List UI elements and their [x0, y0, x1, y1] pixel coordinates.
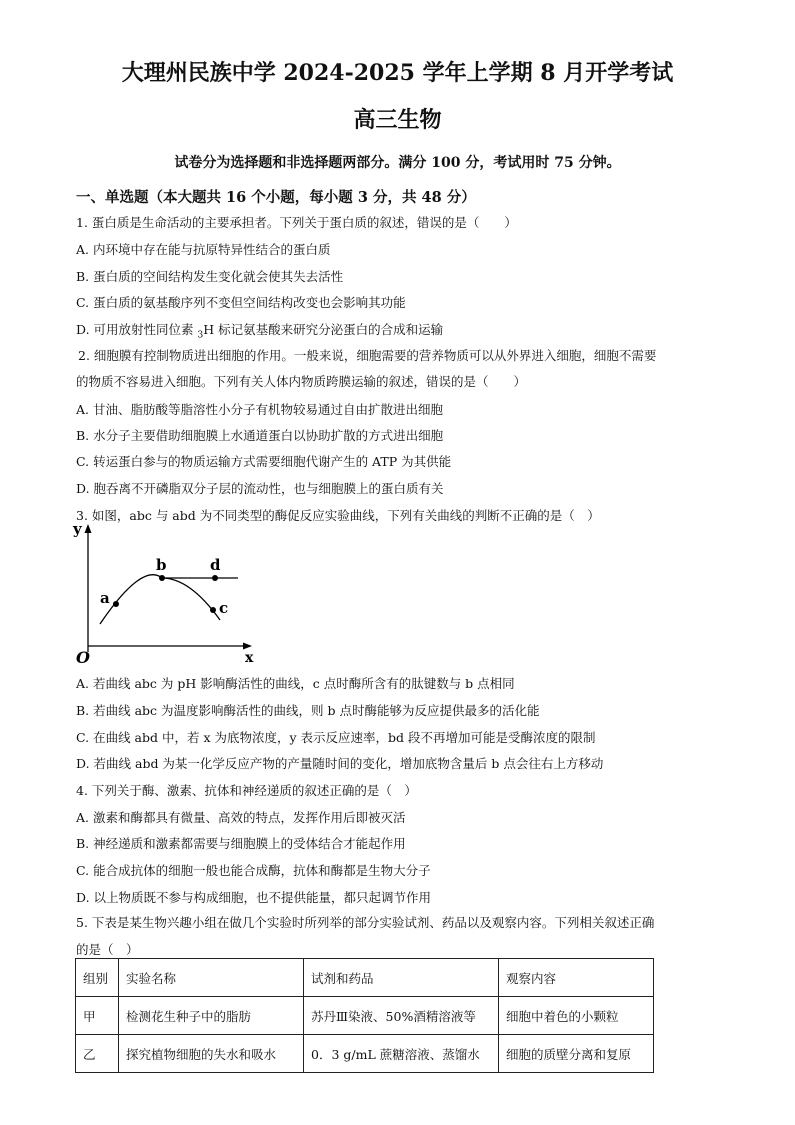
- table-cell: 0．3 g/mL 蔗糖溶液、蒸馏水: [304, 1035, 499, 1073]
- q4-stem: 4. 下列关于酶、激素、抗体和神经递质的叙述正确的是（ ）: [76, 783, 417, 798]
- q3-option-c: C. 在曲线 abd 中，若 x 为底物浓度，y 表示反应速率，bd 段不再增加可能是受酶浓度的限制: [76, 730, 596, 745]
- origin-label: O: [76, 648, 90, 667]
- y-label: y: [73, 520, 82, 538]
- enzyme-curve-figure: [70, 518, 270, 668]
- section-heading: 一、单选题（本大题共 16 个小题，每小题 3 分，共 48 分）: [76, 189, 476, 206]
- q2-option-c: C. 转运蛋白参与的物质运输方式需要细胞代谢产生的 ATP 为其供能: [76, 454, 452, 469]
- table-row: [76, 997, 654, 1035]
- label-a: a: [100, 589, 110, 607]
- point-a: [113, 601, 119, 607]
- table-cell: 甲: [76, 997, 119, 1035]
- q3-option-d: D. 若曲线 abd 为某一化学反应产物的产量随时间的变化，增加底物含量后 b 点会往右上方移动: [76, 756, 604, 771]
- q1-option-d-pre: D. 可用放射性同位素: [76, 322, 198, 337]
- table-cell: 探究植物细胞的失水和吸水: [119, 1035, 304, 1073]
- q3-option-a: A. 若曲线 abc 为 pH 影响酶活性的曲线，c 点时酶所含有的肽键数与 b 点相同: [76, 676, 515, 691]
- q4-option-c: C. 能合成抗体的细胞一般也能合成酶，抗体和酶都是生物大分子: [76, 863, 431, 878]
- q1-option-d-sup: 3: [197, 330, 204, 341]
- q4-option-b: B. 神经递质和激素都需要与细胞膜上的受体结合才能起作用: [76, 836, 406, 851]
- q2-stem-line1: 2. 细胞膜有控制物质进出细胞的作用。一般来说，细胞需要的营养物质可以从外界进入细胞，细胞不需要: [78, 348, 657, 363]
- q1-stem: 1. 蛋白质是生命活动的主要承担者。下列关于蛋白质的叙述，错误的是（ ）: [76, 215, 517, 230]
- exam-subject: 高三生物: [353, 107, 442, 133]
- table-cell: 苏丹Ⅲ染液、50%酒精溶液等: [304, 997, 499, 1035]
- header-cell-group: 组别: [76, 959, 119, 997]
- header-cell-name: 实验名称: [119, 959, 304, 997]
- table-cell: 乙: [76, 1035, 119, 1073]
- exam-note: 试卷分为选择题和非选择题两部分。满分 100 分，考试用时 75 分钟。: [174, 155, 621, 171]
- table-cell: 检测花生种子中的脂肪: [119, 997, 304, 1035]
- table-cell: 细胞的质壁分离和复原: [499, 1035, 654, 1073]
- header-cell-reagents: 试剂和药品: [304, 959, 499, 997]
- experiment-table: [75, 958, 654, 1073]
- q2-option-d: D. 胞吞离不开磷脂双分子层的流动性，也与细胞膜上的蛋白质有关: [76, 481, 444, 496]
- q1-option-d-post: H 标记氨基酸来研究分泌蛋白的合成和运输: [203, 322, 444, 337]
- q1-option-d: [76, 321, 443, 345]
- label-d: d: [210, 556, 221, 574]
- q3-option-b: B. 若曲线 abc 为温度影响酶活性的曲线，则 b 点时酶能够为反应提供最多的活化能: [76, 703, 540, 718]
- label-b: b: [156, 556, 167, 574]
- label-c: c: [219, 599, 229, 617]
- q5-stem-line1: 5. 下表是某生物兴趣小组在做几个实验时所列举的部分实验试剂、药品以及观察内容。下列相关叙述正确: [76, 915, 655, 930]
- q2-option-b: B. 水分子主要借助细胞膜上水通道蛋白以协助扩散的方式进出细胞: [76, 428, 444, 443]
- curve-abc: [100, 575, 220, 624]
- q1-option-c: C. 蛋白质的氨基酸序列不变但空间结构改变也会影响其功能: [76, 295, 406, 310]
- q2-option-a: A. 甘油、脂肪酸等脂溶性小分子有机物较易通过自由扩散进出细胞: [76, 402, 443, 417]
- q1-option-a: A. 内环境中存在能与抗原特异性结合的蛋白质: [76, 242, 331, 257]
- point-d: [212, 575, 218, 581]
- q3-stem: 3. 如图，abc 与 abd 为不同类型的酶促反应实验曲线，下列有关曲线的判断不正确的是（ ）: [76, 508, 600, 523]
- q4-option-d: D. 以上物质既不参与构成细胞，也不提供能量，都只起调节作用: [76, 890, 432, 905]
- table-row: [76, 1035, 654, 1073]
- q5-stem-line2: 的是（ ）: [76, 942, 139, 957]
- q2-stem-line2: 的物质不容易进入细胞。下列有关人体内物质跨膜运输的叙述，错误的是（ ）: [76, 374, 527, 389]
- exam-title: 大理州民族中学 2024-2025 学年上学期 8 月开学考试: [121, 60, 674, 86]
- point-c: [210, 607, 216, 613]
- q4-option-a: A. 激素和酶都具有微量、高效的特点，发挥作用后即被灭活: [76, 810, 406, 825]
- q1-option-b: B. 蛋白质的空间结构发生变化就会使其失去活性: [76, 269, 344, 284]
- x-axis-arrow: [243, 643, 252, 650]
- point-b: [159, 575, 165, 581]
- x-label: x: [245, 650, 254, 666]
- table-cell: 细胞中着色的小颗粒: [499, 997, 654, 1035]
- y-axis-arrow: [85, 524, 92, 533]
- header-cell-observation: 观察内容: [499, 959, 654, 997]
- table-header-row: [76, 959, 654, 997]
